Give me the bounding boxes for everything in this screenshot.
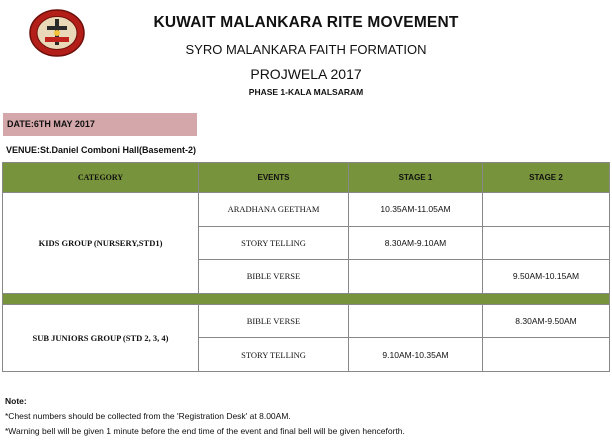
event-cell: BIBLE VERSE: [199, 304, 349, 338]
header-stage-2: STAGE 2: [483, 163, 610, 193]
stage1-cell: [349, 304, 483, 338]
category-sub-juniors-group: SUB JUNIORS GROUP (STD 2, 3, 4): [3, 304, 199, 371]
group-separator: [3, 293, 610, 304]
header-stage-1: STAGE 1: [349, 163, 483, 193]
note-item: *Chest numbers should be collected from the 'Registration Desk' at 8.00AM.: [5, 411, 291, 421]
date-label: DATE:6TH MAY 2017: [3, 113, 197, 136]
header-category: CATEGORY: [3, 163, 199, 193]
group-separator-row: [3, 293, 610, 304]
stage2-cell: 9.50AM-10.15AM: [483, 260, 610, 294]
stage1-cell: 8.30AM-9.10AM: [349, 226, 483, 260]
stage1-cell: 9.10AM-10.35AM: [349, 338, 483, 372]
event-name: PROJWELA 2017: [250, 66, 362, 82]
stage2-cell: 8.30AM-9.50AM: [483, 304, 610, 338]
stage1-cell: [349, 260, 483, 294]
organization-subtitle: SYRO MALANKARA FAITH FORMATION: [185, 42, 427, 57]
event-cell: BIBLE VERSE: [199, 260, 349, 294]
stage2-cell: [483, 338, 610, 372]
stage1-cell: 10.35AM-11.05AM: [349, 193, 483, 227]
stage2-cell: [483, 226, 610, 260]
stage2-cell: [483, 193, 610, 227]
event-cell: STORY TELLING: [199, 338, 349, 372]
category-kids-group: KIDS GROUP (NURSERY,STD1): [3, 193, 199, 294]
notes-title: Note:: [5, 396, 27, 406]
schedule-table: [2, 162, 610, 372]
table-row: [3, 193, 610, 227]
phase-label: PHASE 1-KALA MALSARAM: [248, 87, 364, 97]
table-header-row: [3, 163, 610, 193]
note-item: *Warning bell will be given 1 minute before the end time of the event and final bell will be given henceforth.: [5, 426, 405, 436]
notes-section: [5, 394, 405, 439]
venue-label: VENUE:St.Daniel Comboni Hall(Basement-2): [6, 145, 197, 155]
table-row: [3, 304, 610, 338]
event-cell: STORY TELLING: [199, 226, 349, 260]
event-cell: ARADHANA GEETHAM: [199, 193, 349, 227]
header-events: EVENTS: [199, 163, 349, 193]
organization-title: KUWAIT MALANKARA RITE MOVEMENT: [153, 14, 459, 31]
